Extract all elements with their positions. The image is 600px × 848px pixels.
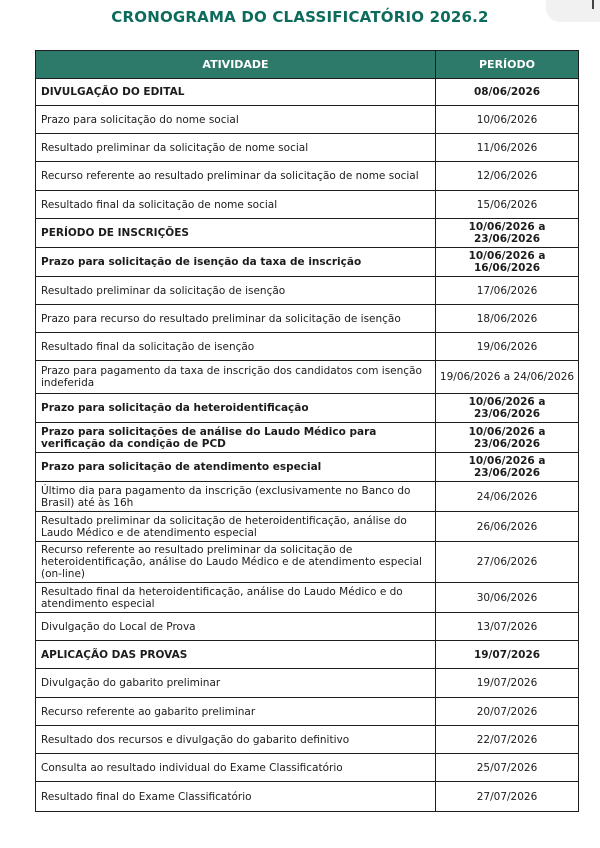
activity-cell: Resultado final da heteroidentificação, análise do Laudo Médico e do atendimento especial (36, 583, 436, 613)
schedule-table (35, 50, 579, 812)
table-row (36, 512, 579, 542)
table-row (36, 333, 579, 361)
period-cell: 12/06/2026 (436, 162, 579, 191)
table-row (36, 79, 579, 106)
period-cell: 19/07/2026 (436, 669, 579, 698)
activity-cell: DIVULGAÇÃO DO EDITAL (36, 79, 436, 106)
table-row (36, 106, 579, 134)
activity-cell: Resultado final da solicitação de isenção (36, 333, 436, 361)
activity-cell: Recurso referente ao gabarito preliminar (36, 698, 436, 726)
period-cell: 15/06/2026 (436, 191, 579, 219)
table-row (36, 219, 579, 248)
period-cell: 10/06/2026 a 23/06/2026 (436, 453, 579, 482)
table-row (36, 782, 579, 812)
period-cell: 10/06/2026 a 23/06/2026 (436, 219, 579, 248)
activity-cell: Prazo para solicitação de isenção da taxa de inscrição (36, 248, 436, 277)
period-cell: 19/06/2026 (436, 333, 579, 361)
table-header-row (36, 51, 579, 79)
period-cell: 13/07/2026 (436, 613, 579, 641)
activity-cell: Resultado preliminar da solicitação de heteroidentificação, análise do Laudo Médico e de atendimento especial (36, 512, 436, 542)
table-row (36, 583, 579, 613)
period-cell: 10/06/2026 a 23/06/2026 (436, 423, 579, 453)
table-row (36, 191, 579, 219)
activity-cell: Recurso referente ao resultado preliminar da solicitação de heteroidentificação, análise do Laudo Médico e de atendimento especial (on-line) (36, 542, 436, 583)
period-cell: 18/06/2026 (436, 305, 579, 333)
column-header-activity: ATIVIDADE (36, 51, 436, 79)
table-row (36, 162, 579, 191)
activity-cell: Recurso referente ao resultado preliminar da solicitação de nome social (36, 162, 436, 191)
period-cell: 17/06/2026 (436, 277, 579, 305)
table-row (36, 305, 579, 333)
table-row (36, 453, 579, 482)
activity-cell: PERÍODO DE INSCRIÇÕES (36, 219, 436, 248)
table-row (36, 423, 579, 453)
period-cell: 30/06/2026 (436, 583, 579, 613)
table-row (36, 542, 579, 583)
table-row (36, 613, 579, 641)
period-cell: 27/06/2026 (436, 542, 579, 583)
table-row (36, 641, 579, 669)
activity-cell: Resultado preliminar da solicitação de nome social (36, 134, 436, 162)
activity-cell: APLICAÇÃO DAS PROVAS (36, 641, 436, 669)
activity-cell: Divulgação do Local de Prova (36, 613, 436, 641)
activity-cell: Prazo para recurso do resultado preliminar da solicitação de isenção (36, 305, 436, 333)
period-cell: 26/06/2026 (436, 512, 579, 542)
page-title: CRONOGRAMA DO CLASSIFICATÓRIO 2026.2 (111, 8, 489, 26)
period-cell: 08/06/2026 (436, 79, 579, 106)
activity-cell: Resultado dos recursos e divulgação do gabarito definitivo (36, 726, 436, 754)
activity-cell: Prazo para solicitação da heteroidentificação (36, 394, 436, 423)
activity-cell: Consulta ao resultado individual do Exame Classificatório (36, 754, 436, 782)
table-row (36, 394, 579, 423)
column-header-period: PERÍODO (436, 51, 579, 79)
period-cell: 24/06/2026 (436, 482, 579, 512)
table-row (36, 248, 579, 277)
table-row (36, 698, 579, 726)
period-cell: 22/07/2026 (436, 726, 579, 754)
activity-cell: Resultado preliminar da solicitação de isenção (36, 277, 436, 305)
table-row (36, 277, 579, 305)
table-row (36, 754, 579, 782)
activity-cell: Prazo para solicitações de análise do Laudo Médico para verificação da condição de PCD (36, 423, 436, 453)
table-row (36, 361, 579, 394)
table-row (36, 726, 579, 754)
period-cell: 20/07/2026 (436, 698, 579, 726)
table-row (36, 482, 579, 512)
activity-cell: Prazo para solicitação do nome social (36, 106, 436, 134)
activity-cell: Resultado final da solicitação de nome social (36, 191, 436, 219)
activity-cell: Último dia para pagamento da inscrição (exclusivamente no Banco do Brasil) até às 16h (36, 482, 436, 512)
period-cell: 11/06/2026 (436, 134, 579, 162)
activity-cell: Prazo para solicitação de atendimento especial (36, 453, 436, 482)
table-row (36, 134, 579, 162)
period-cell: 10/06/2026 a 16/06/2026 (436, 248, 579, 277)
period-cell: 19/07/2026 (436, 641, 579, 669)
period-cell: 25/07/2026 (436, 754, 579, 782)
period-cell: 10/06/2026 a 23/06/2026 (436, 394, 579, 423)
period-cell: 10/06/2026 (436, 106, 579, 134)
period-cell: 19/06/2026 a 24/06/2026 (436, 361, 579, 394)
activity-cell: Divulgação do gabarito preliminar (36, 669, 436, 698)
activity-cell: Resultado final do Exame Classificatório (36, 782, 436, 812)
period-cell: 27/07/2026 (436, 782, 579, 812)
table-row (36, 669, 579, 698)
activity-cell: Prazo para pagamento da taxa de inscrição dos candidatos com isenção indeferida (36, 361, 436, 394)
